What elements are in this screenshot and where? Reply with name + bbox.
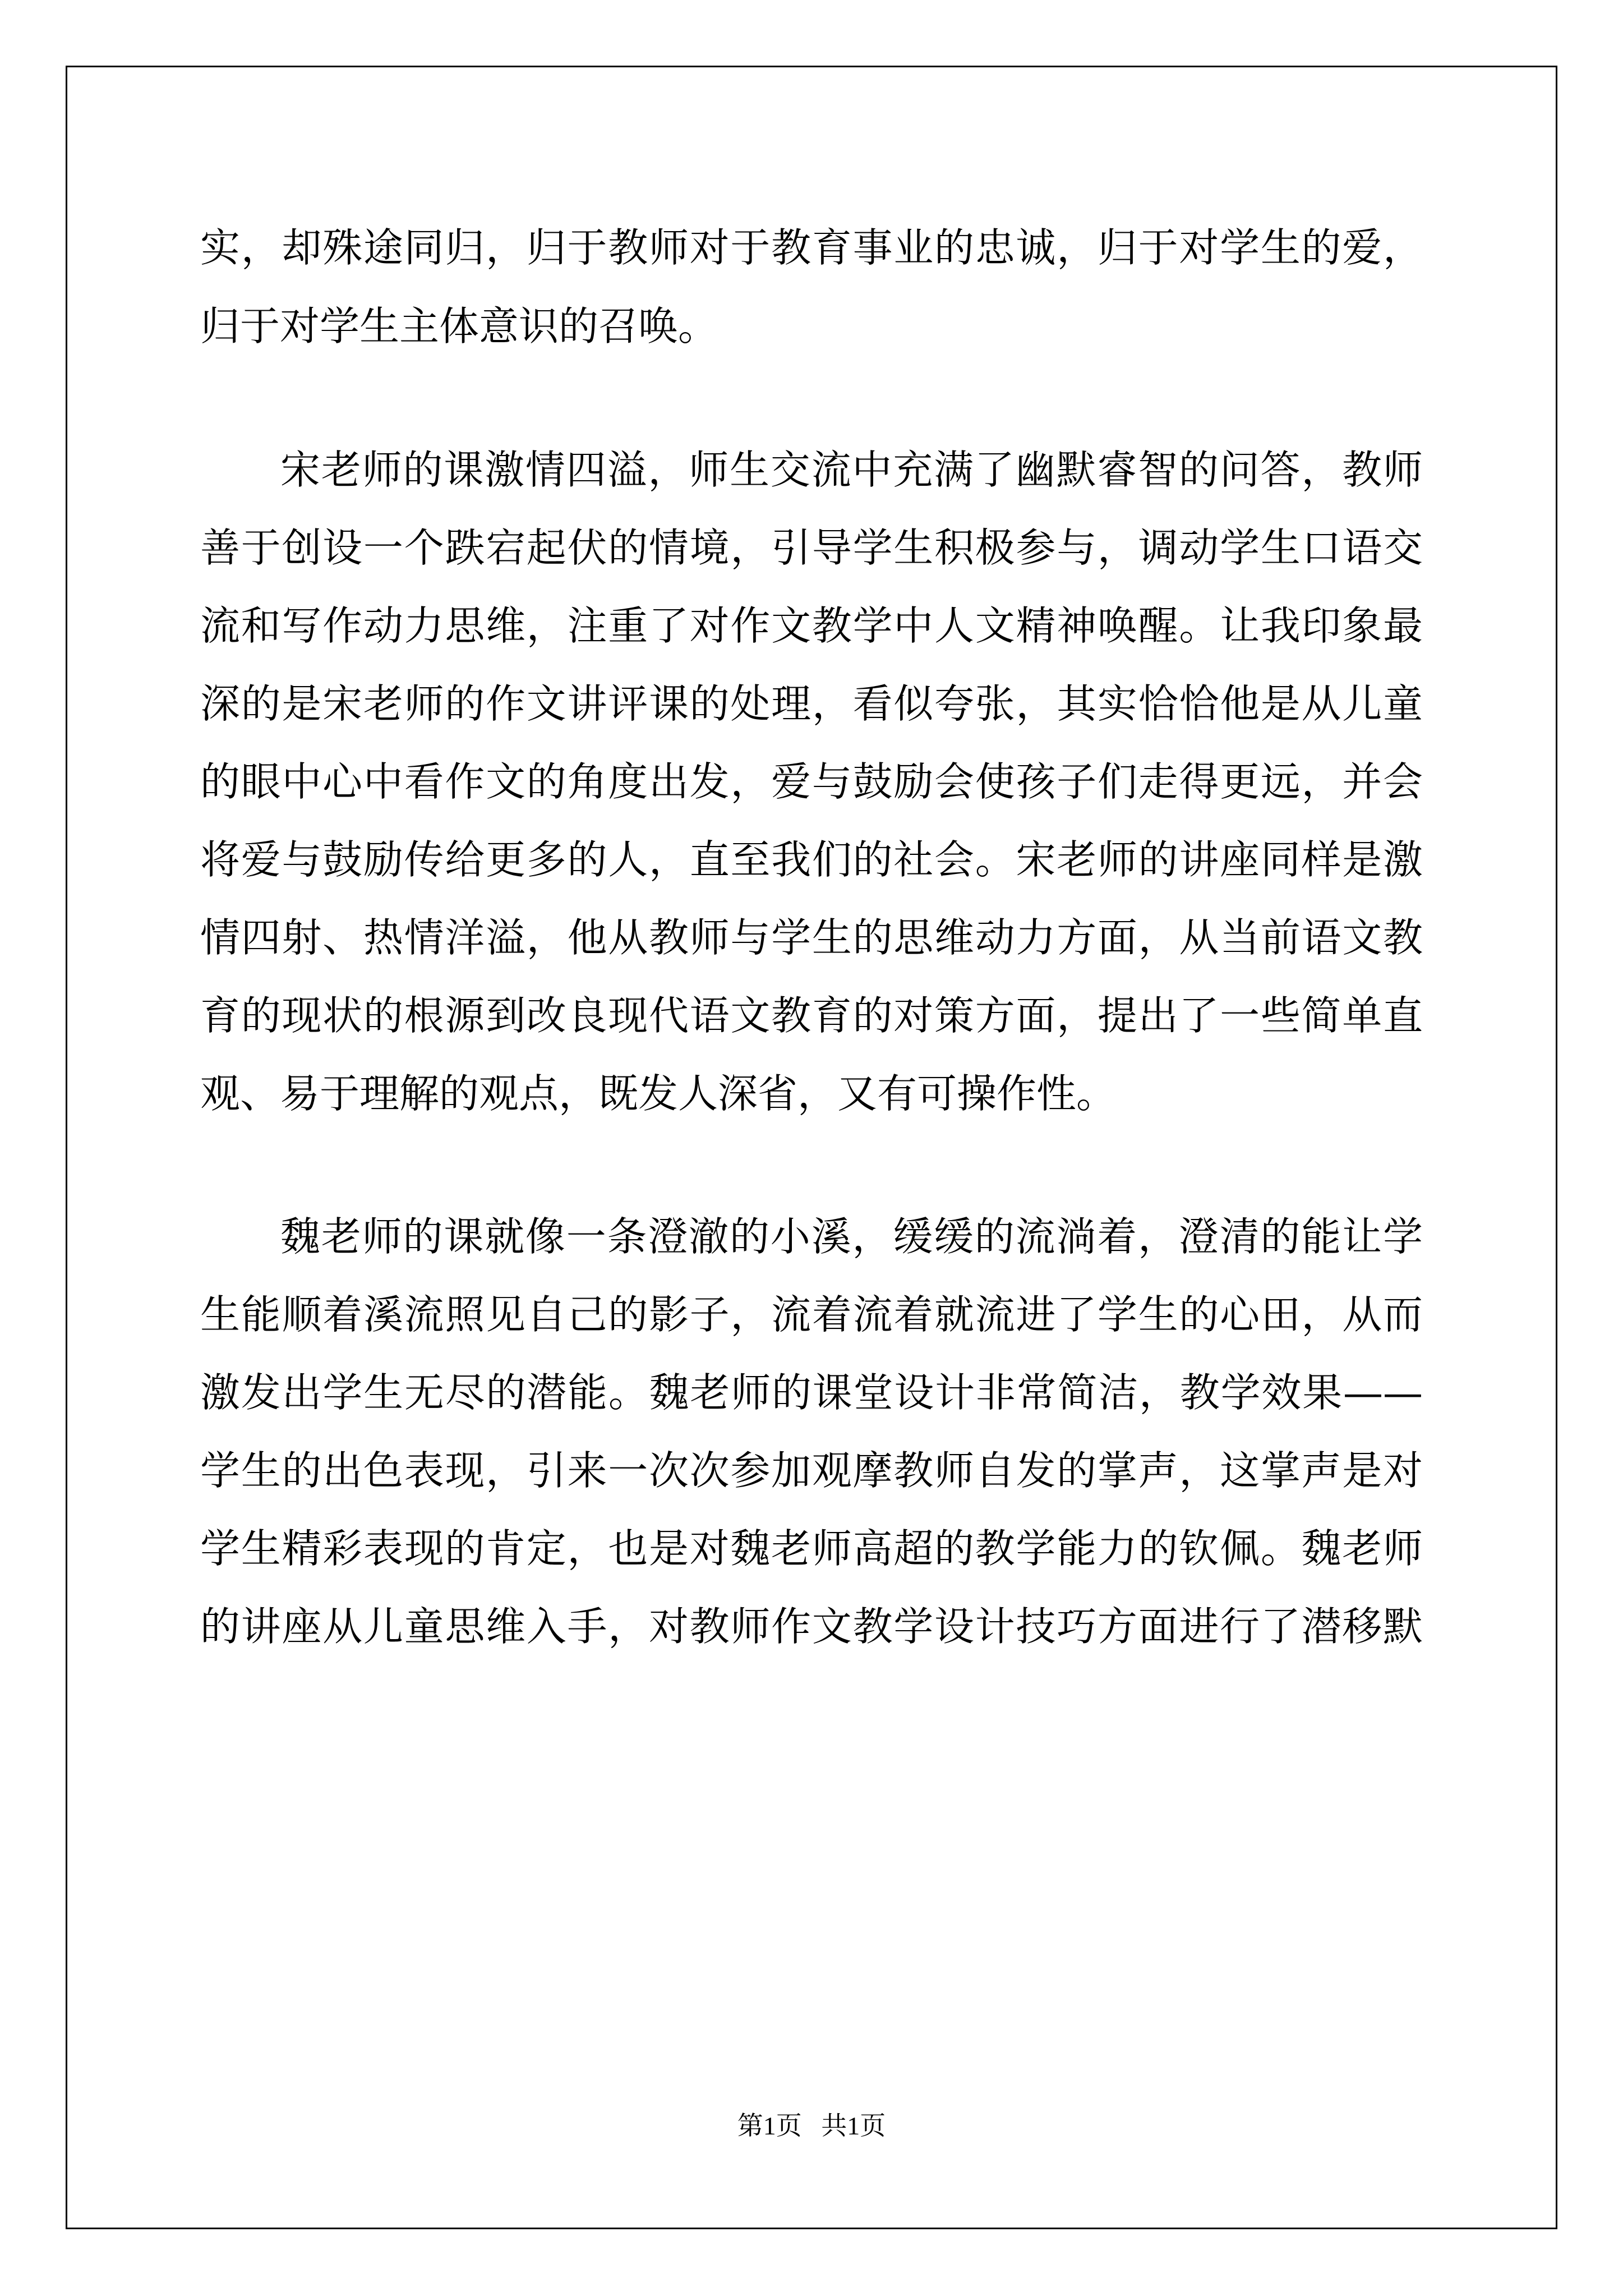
text-line: 观、易于理解的观点，既发人深省，又有可操作性。 [200, 1070, 1117, 1117]
text-line: 流和写作动力思维，注重了对作文教学中人文精神唤醒。让我印象最 [200, 602, 1423, 649]
text-line: 的讲座从儿童思维入手，对教师作文教学设计技巧方面进行了潜移默 [200, 1603, 1423, 1650]
text-line: 归于对学生主体意识的召唤。 [200, 303, 718, 349]
text-line: 激发出学生无尽的潜能。魏老师的课堂设计非常简洁，教学效果—— [200, 1369, 1423, 1416]
text-line: 深的是宋老师的作文讲评课的处理，看似夸张，其实恰恰他是从儿童 [200, 680, 1423, 727]
text-line: 情四射、热情洋溢，他从教师与学生的思维动力方面，从当前语文教 [200, 914, 1423, 961]
text-line: 善于创设一个跌宕起伏的情境，引导学生积极参与，调动学生口语交 [200, 524, 1423, 571]
page-border [66, 66, 1557, 2229]
text-line: 生能顺着溪流照见自己的影子，流着流着就流进了学生的心田，从而 [200, 1291, 1423, 1338]
text-line: 宋老师的课激情四溢，师生交流中充满了幽默睿智的问答，教师 [280, 447, 1423, 493]
text-line: 魏老师的课就像一条澄澈的小溪，缓缓的流淌着，澄清的能让学 [280, 1213, 1423, 1260]
page-total: 共1页 [821, 2111, 886, 2140]
text-line: 育的现状的根源到改良现代语文教育的对策方面，提出了一些简单直 [200, 992, 1423, 1039]
text-line: 学生的出色表现，引来一次次参加观摩教师自发的掌声，这掌声是对 [200, 1447, 1423, 1494]
text-line: 学生精彩表现的肯定，也是对魏老师高超的教学能力的钦佩。魏老师 [200, 1525, 1423, 1572]
text-line: 将爱与鼓励传给更多的人，直至我们的社会。宋老师的讲座同样是激 [200, 836, 1423, 883]
text-line: 实，却殊途同归，归于教师对于教育事业的忠诚，归于对学生的爱， [200, 224, 1423, 271]
page-number: 第1页 [737, 2111, 802, 2140]
text-line: 的眼中心中看作文的角度出发，爱与鼓励会使孩子们走得更远，并会 [200, 758, 1423, 805]
page-footer [0, 2109, 1623, 2143]
